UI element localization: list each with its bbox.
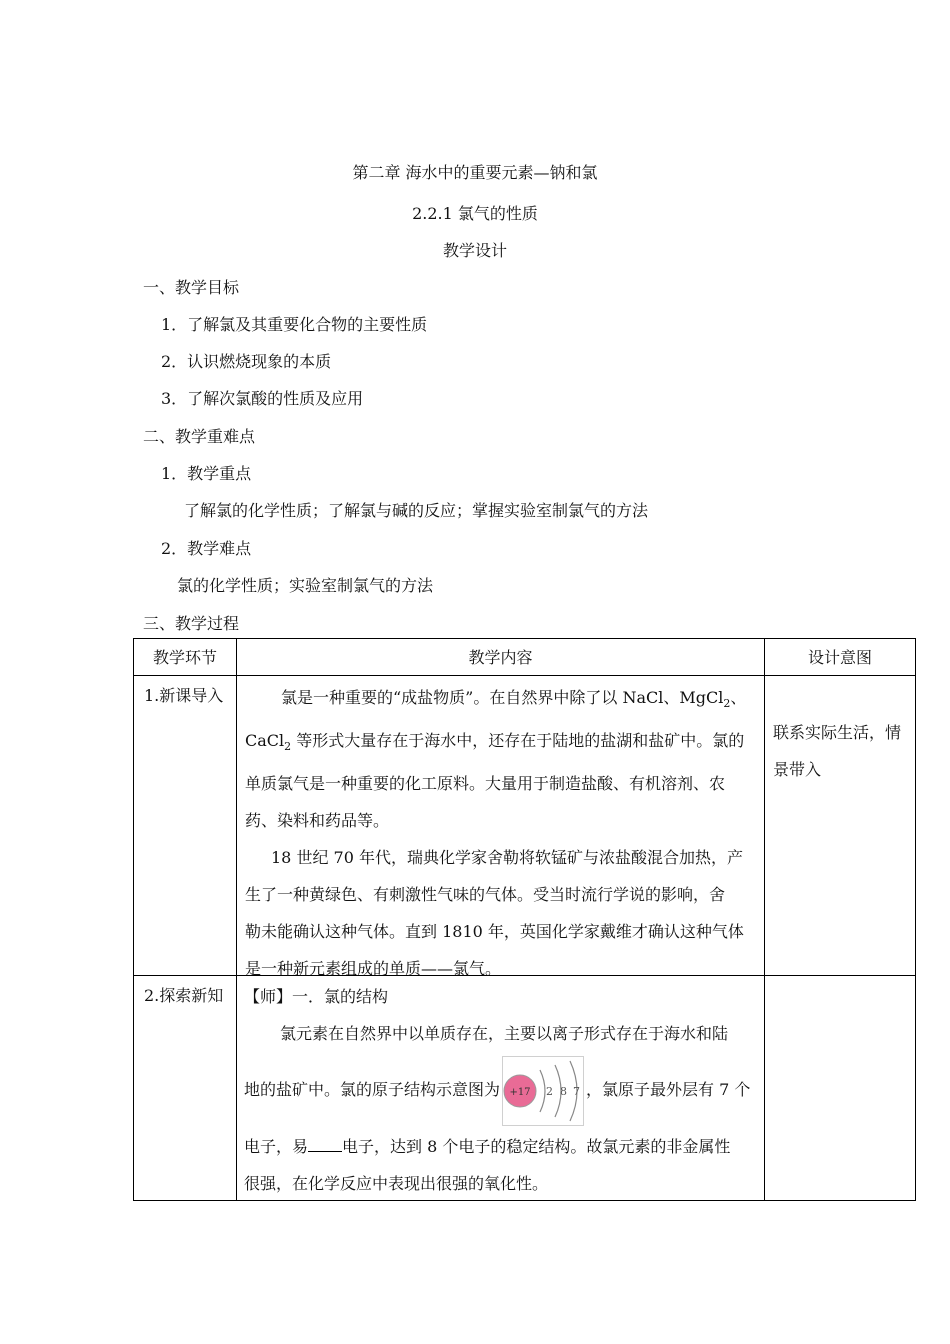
table-border-left	[133, 638, 134, 1201]
teacher-line: 【师】一．氯的结构	[244, 987, 389, 1006]
content-line: 是一种新元素组成的单质——氯气。	[245, 959, 502, 979]
chlorine-atom-icon	[502, 1056, 584, 1126]
content-line: 勒未能确认这种气体。直到 1810 年，英国化学家戴维才确认这种气体	[245, 922, 744, 942]
fill-blank[interactable]	[308, 1133, 342, 1152]
intent-line: 联系实际生活，情	[773, 723, 902, 742]
intent-line: 景带入	[773, 760, 822, 779]
table-border-right	[915, 975, 916, 1201]
shell-label: 8	[560, 1084, 568, 1098]
doc-type-title: 教学设计	[442, 241, 507, 260]
goal-item: 2．认识燃烧现象的本质	[161, 352, 332, 371]
content-line: 很强，在化学反应中表现出很强的氧化性。	[244, 1174, 549, 1193]
hard-point-heading: 2．教学难点	[161, 539, 252, 558]
content-line: CaCl$_2$ 等形式大量存在于海水中，还存在于陆地的盐湖和盐矿中。氯的	[245, 731, 745, 754]
table-cell-content	[244, 978, 756, 1202]
chapter-title: 第二章 海水中的重要元素—钠和氯	[352, 163, 598, 182]
content-line: 18 世纪 70 年代，瑞典化学家舍勒将软锰矿与浓盐酸混合加热，产	[271, 848, 743, 868]
section-title: 2.2.1 氯气的性质	[412, 204, 538, 223]
content-line: 氯是一种重要的“成盐物质”。在自然界中除了以 NaCl、MgCl$_2$、	[281, 688, 747, 711]
shell-label: 7	[573, 1084, 581, 1098]
shell-label: 2	[546, 1084, 554, 1098]
table-header-cell: 教学内容	[468, 648, 533, 667]
content-line: 生了一种黄绿色、有刺激性气味的气体。受当时流行学说的影响，舍	[245, 885, 726, 905]
table-border-right	[915, 638, 916, 976]
goal-item: 1．了解氯及其重要化合物的主要性质	[161, 315, 428, 334]
table-col-divider	[236, 638, 237, 1201]
content-line: 药、染料和药品等。	[245, 811, 390, 831]
table-header-cell: 教学环节	[152, 648, 217, 667]
table-cell-content	[245, 679, 757, 987]
content-line: 地的盐矿中。氯的原子结构示意图为 +17 2 8 7 ，氯原子最外层有 7 个	[244, 1052, 756, 1128]
key-point-heading: 1．教学重点	[161, 464, 252, 483]
content-line: 氯元素在自然界中以单质存在，主要以离子形式存在于海水和陆	[280, 1024, 729, 1043]
key-point-text: 了解氯的化学性质；了解氯与碱的反应；掌握实验室制氯气的方法	[184, 501, 649, 520]
table-col-divider	[764, 638, 765, 1201]
nucleus-label: +17	[509, 1086, 531, 1098]
content-line: 电子，易 电子，达到 8 个电子的稳定结构。故氯元素的非金属性	[244, 1128, 756, 1165]
goal-item: 3．了解次氯酸的性质及应用	[161, 389, 364, 408]
content-line: 单质氯气是一种重要的化工原料。大量用于制造盐酸、有机溶剂、农	[245, 774, 726, 794]
table-cell-intent	[773, 714, 901, 788]
table-header-cell: 设计意图	[807, 648, 872, 667]
hard-point-text: 氯的化学性质；实验室制氯气的方法	[177, 576, 434, 595]
atom-structure-diagram	[502, 1056, 584, 1126]
process-heading: 三、教学过程	[143, 614, 240, 633]
table-cell-stage: 2.探索新知	[144, 986, 224, 1005]
difficulty-heading: 二、教学重难点	[143, 427, 256, 446]
goals-heading: 一、教学目标	[143, 278, 240, 297]
table-cell-stage: 1.新课导入	[144, 686, 224, 705]
